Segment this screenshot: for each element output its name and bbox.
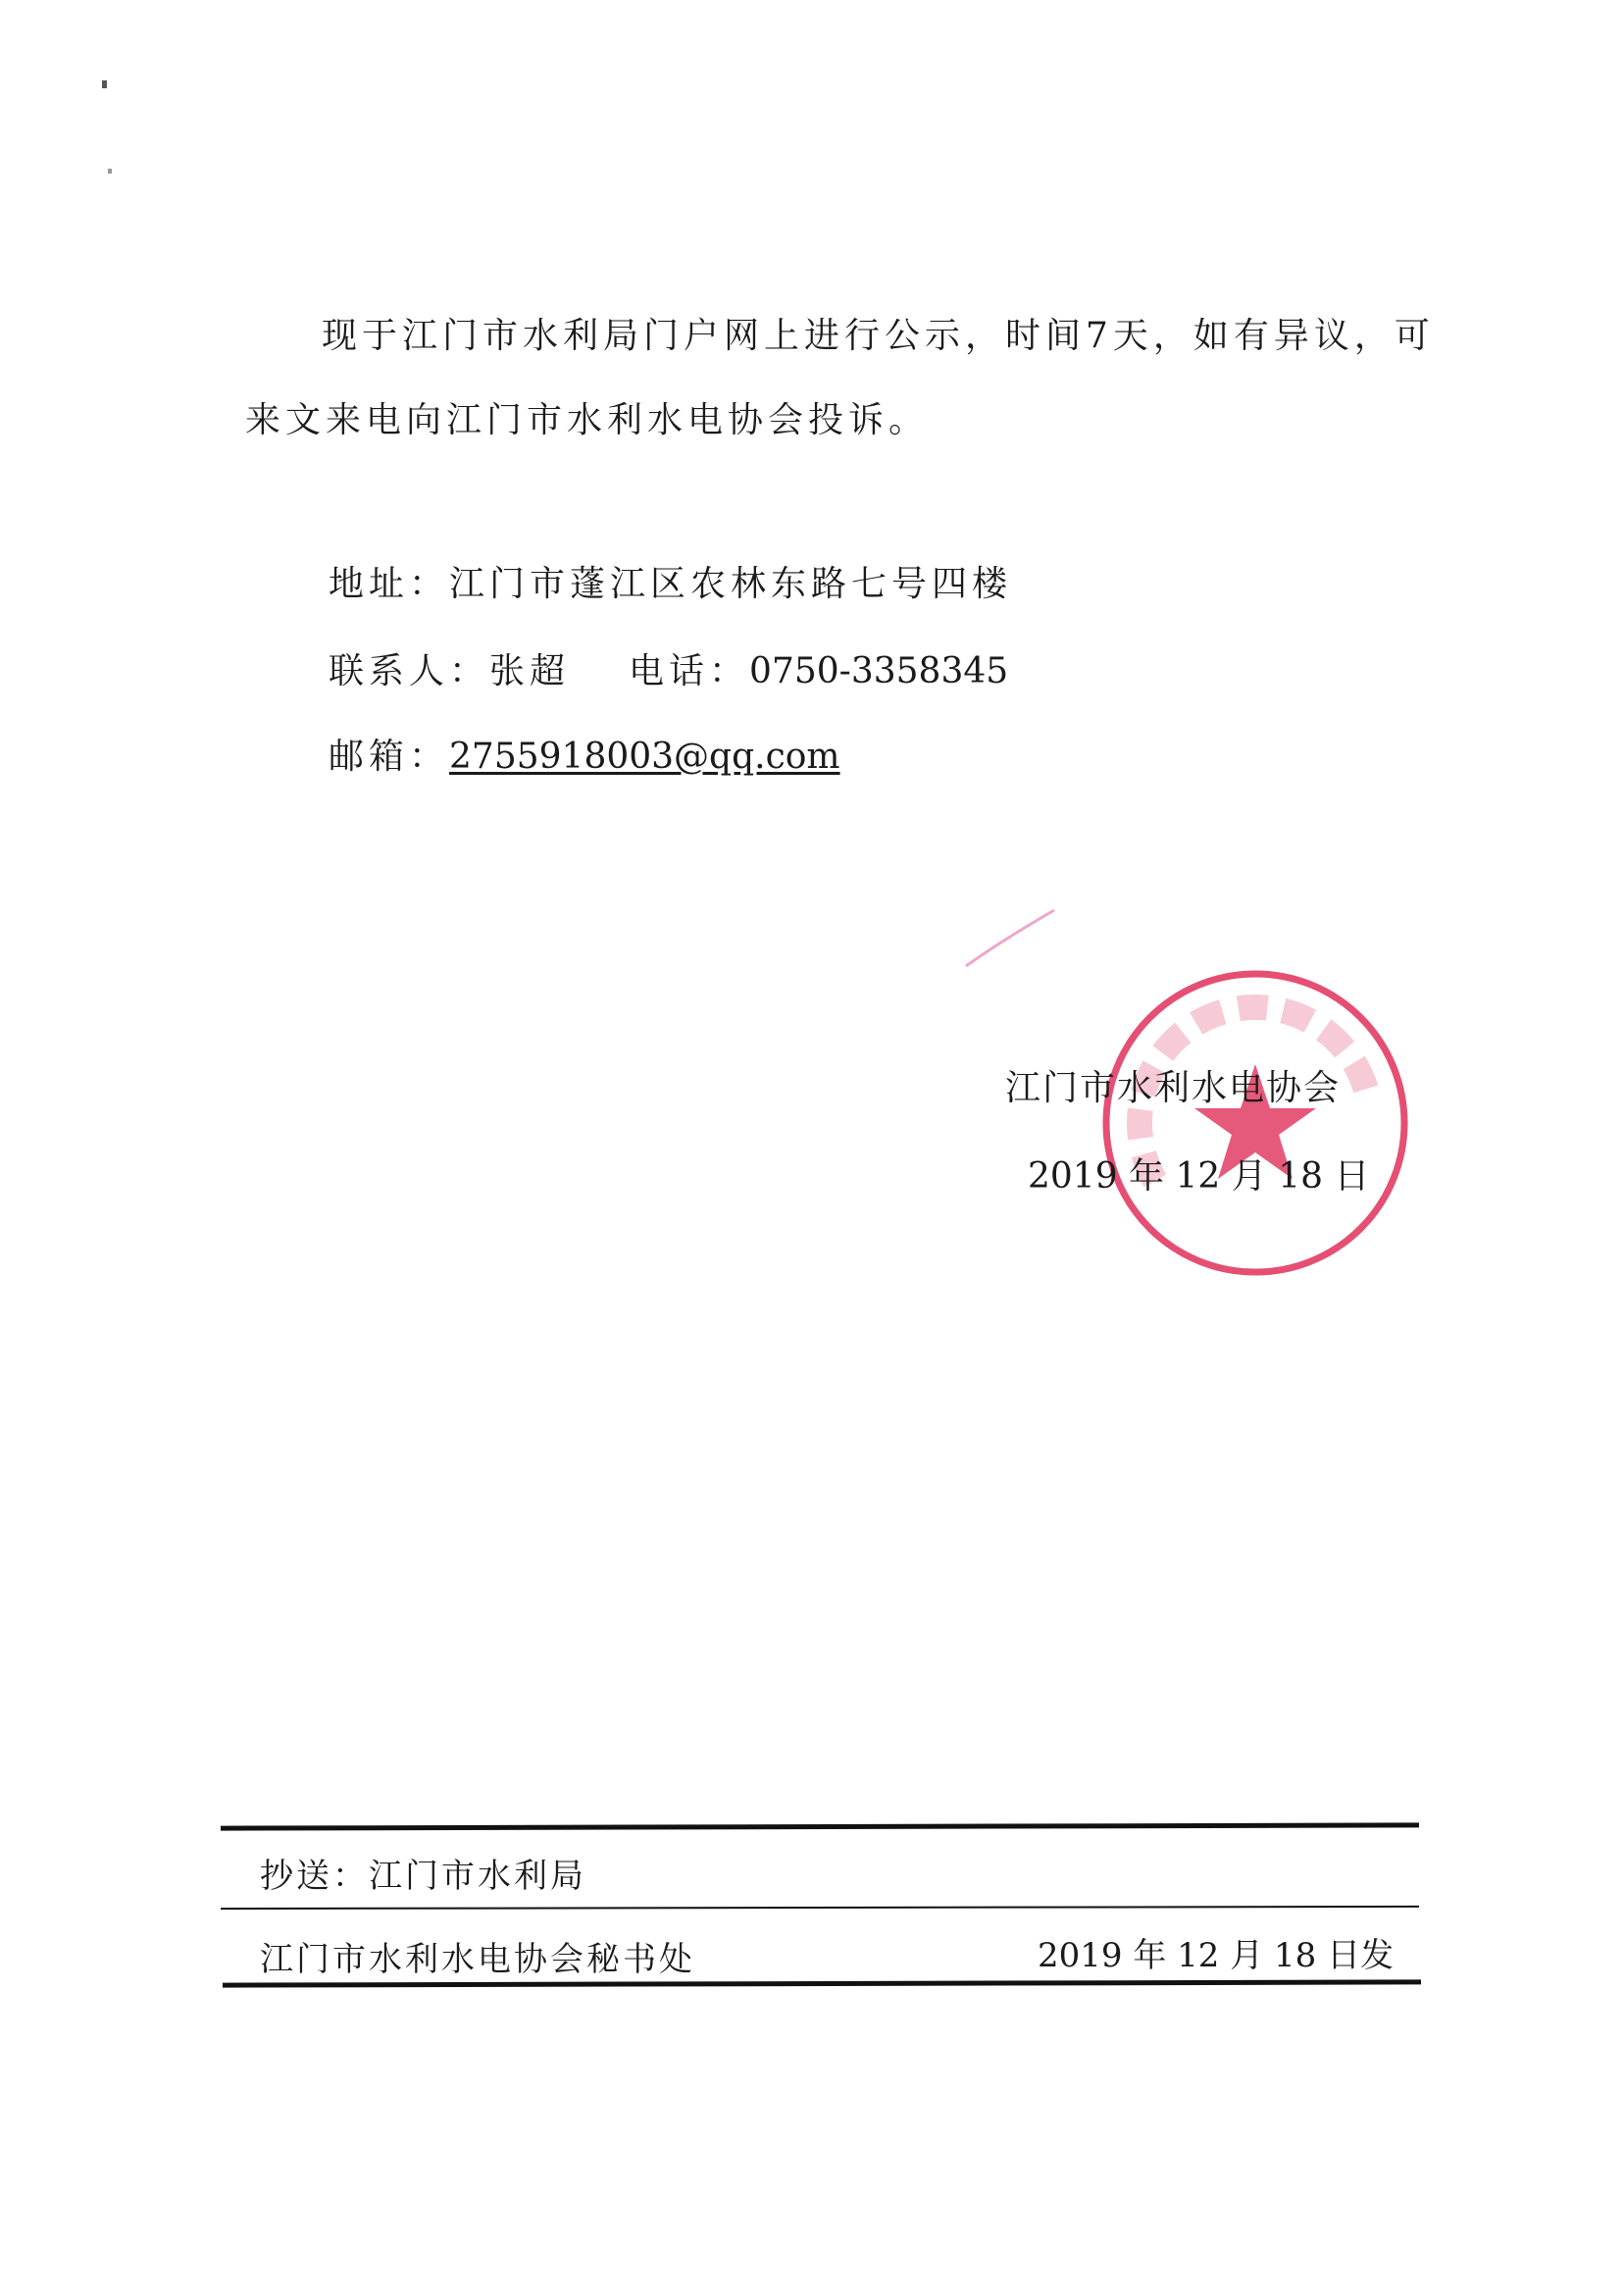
paragraph-line-1: 现于江门市水利局门户网上进行公示，时间7天，如有异议，可 bbox=[322, 316, 1435, 356]
cc-line bbox=[260, 1855, 586, 1898]
email-link[interactable]: 2755918003@qq.com bbox=[449, 737, 840, 777]
phone-value: 0750-3358345 bbox=[749, 651, 1009, 691]
signature-date: 2019 年 12 月 18 日 bbox=[1028, 1156, 1370, 1197]
official-seal bbox=[1098, 966, 1412, 1280]
signature-organization: 江门市水利水电协会 bbox=[1005, 1068, 1342, 1108]
cc-label: 抄送： bbox=[260, 1857, 369, 1896]
contact-person: 张超 bbox=[489, 651, 571, 691]
footer-top-rule bbox=[221, 1822, 1419, 1830]
address-value: 江门市蓬江区农林东路七号四楼 bbox=[449, 564, 1013, 604]
address-line bbox=[329, 563, 1012, 606]
contact-person-label: 联系人： bbox=[329, 651, 490, 691]
cc-value: 江门市水利局 bbox=[369, 1857, 586, 1896]
paragraph-line-2: 来文来电向江门市水利水电协会投诉。 bbox=[245, 400, 930, 440]
issuer: 江门市水利水电协会秘书处 bbox=[260, 1940, 695, 1979]
scan-mark bbox=[102, 80, 107, 88]
issue-date: 2019 年 12 月 18 日发 bbox=[1038, 1936, 1395, 1975]
pen-stroke bbox=[961, 902, 1059, 971]
email-line bbox=[329, 736, 840, 779]
contact-line bbox=[329, 650, 1008, 693]
footer-middle-rule bbox=[221, 1906, 1419, 1910]
phone-label: 电话： bbox=[629, 651, 750, 691]
scan-mark bbox=[108, 169, 112, 174]
address-label: 地址： bbox=[329, 564, 450, 604]
email-label: 邮箱： bbox=[329, 737, 450, 777]
